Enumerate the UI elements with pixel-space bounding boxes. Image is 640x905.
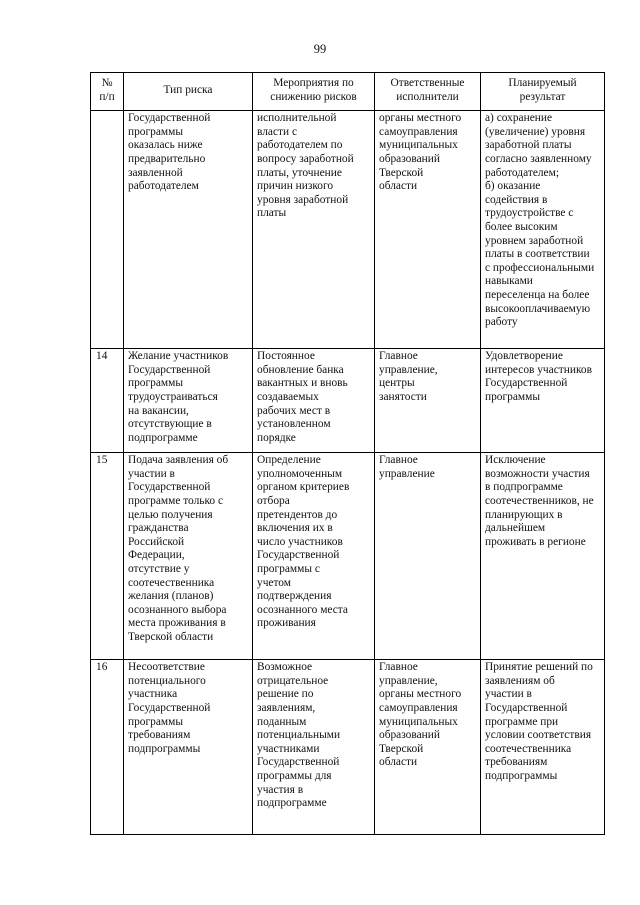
measures-cell: Возможное отрицательное решение по заявлениям, поданным потенциальными участниками Государственной программы для участия в подпрограмме [253,660,375,835]
risk-table [90,72,605,835]
row-number [91,111,124,349]
responsible-cell: Главное управление, органы местного самоуправления муниципальных образований Тверской области [375,660,481,835]
table-header-row [91,73,605,111]
page-number: 99 [313,42,327,56]
planned-result-cell: Удовлетворение интересов участников Государственной программы [481,349,605,453]
table-row [91,349,605,453]
responsible-cell: Главное управление, центры занятости [375,349,481,453]
risk-type-cell: Государственной программы оказалась ниже предварительно заявленной работодателем [124,111,253,349]
table-row [91,111,605,349]
planned-result-cell: Исключение возможности участия в подпрограмме соотечественников, не планирующих в дальнейшем проживать в регионе [481,453,605,660]
planned-result-cell: а) сохранение (увеличение) уровня заработной платы согласно заявленному работодателем; б) оказание содействия в трудоустройстве с более высоким уровнем заработной платы в соответствии с профессиональными навыками переселенца на более высокооплачиваемую работу [481,111,605,349]
planned-result-cell: Принятие решений по заявлениям об участии в Государственной программе при условии соответствия соотечественника требованиям подпрограммы [481,660,605,835]
risk-type-cell: Несоответствие потенциального участника Государственной программы требованиям подпрограммы [124,660,253,835]
header-risk-type: Тип риска [124,73,253,111]
measures-cell: Постоянное обновление банка вакантных и вновь создаваемых рабочих мест в установленном порядке [253,349,375,453]
header-planned-result: Планируемый результат [481,73,605,111]
risk-type-cell: Желание участников Государственной программы трудоустраиваться на вакансии, отсутствующие в подпрограмме [124,349,253,453]
row-number: 16 [91,660,124,835]
risk-type-cell: Подача заявления об участии в Государственной программе только с целью получения гражданства Российской Федерации, отсутствие у соотечественника желания (планов) осознанного выбора места проживания в Тверской области [124,453,253,660]
measures-cell: Определение уполномоченным органом критериев отбора претендентов до включения их в число участников Государственной программы с учетом подтверждения осознанного места проживания [253,453,375,660]
responsible-cell: органы местного самоуправления муниципальных образований Тверской области [375,111,481,349]
row-number: 14 [91,349,124,453]
header-measures: Мероприятия по снижению рисков [253,73,375,111]
header-number: № п/п [91,73,124,111]
header-responsible: Ответственные исполнители [375,73,481,111]
responsible-cell: Главное управление [375,453,481,660]
row-number: 15 [91,453,124,660]
table-row [91,660,605,835]
table-row [91,453,605,660]
measures-cell: исполнительной власти с работодателем по вопросу заработной платы, уточнение причин низкого уровня заработной платы [253,111,375,349]
